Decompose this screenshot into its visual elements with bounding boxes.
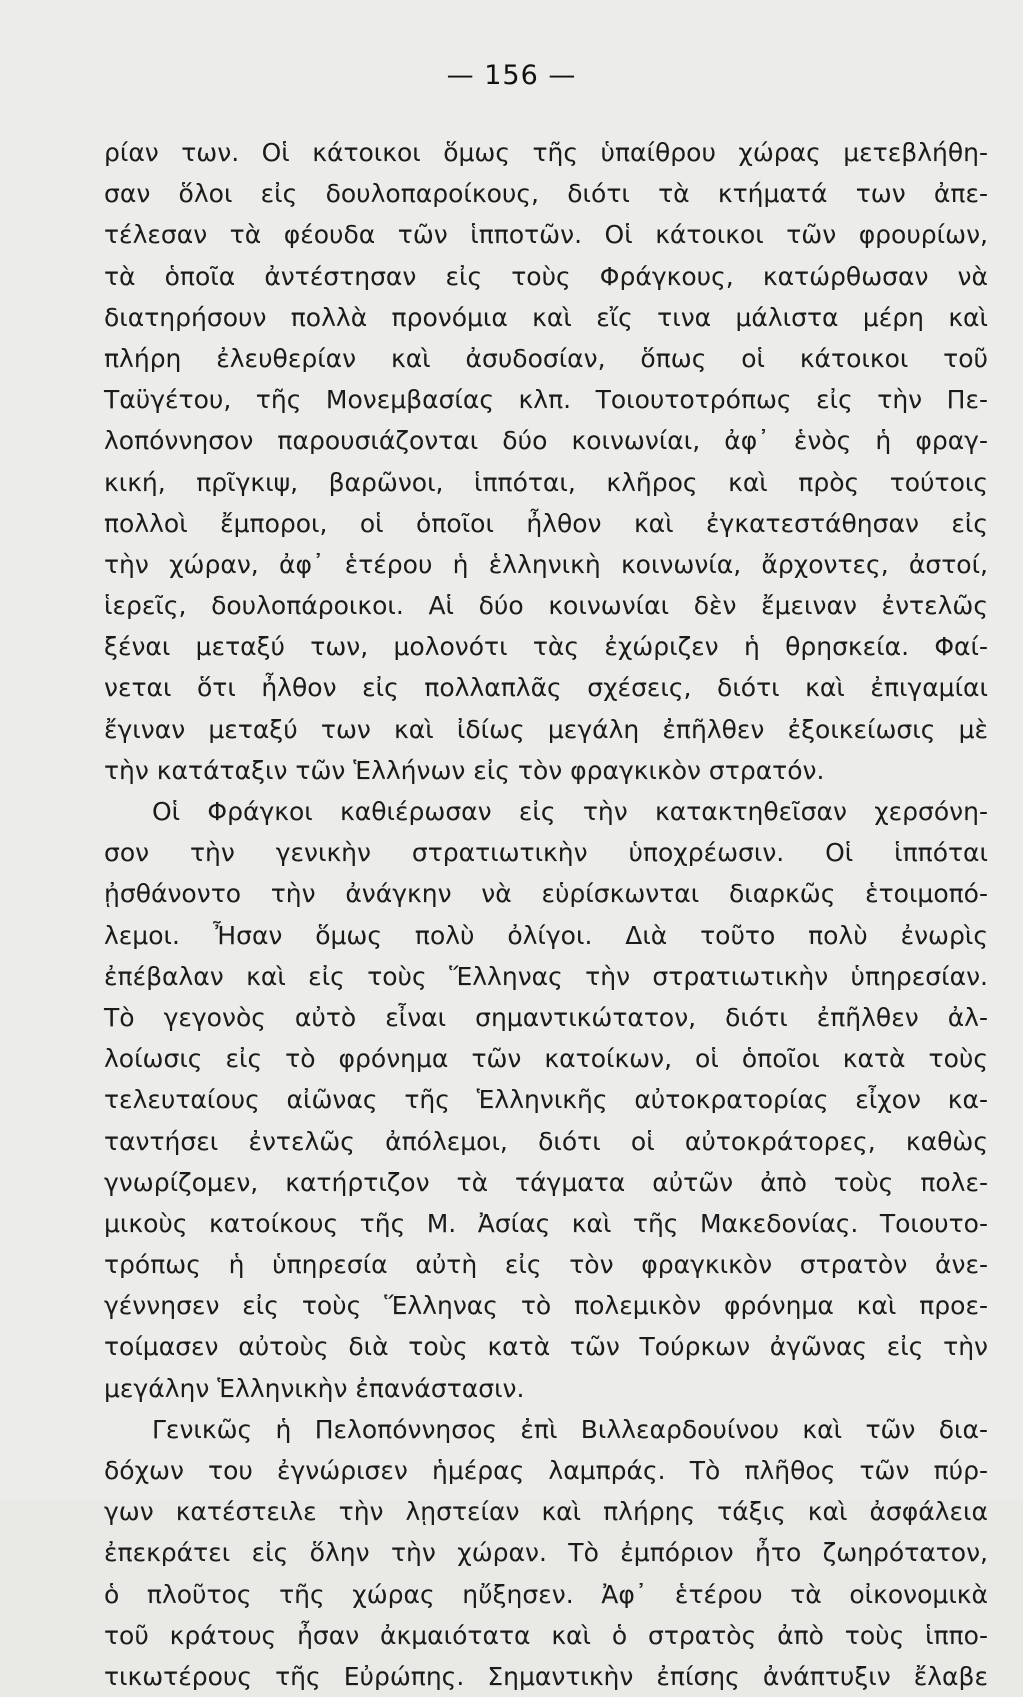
text-line: δόχων του ἐγνώρισεν ἡμέρας λαμπράς. Τὸ πλῆθος τῶν πύρ- [104,1456,988,1485]
text-line: ρίαν των. Οἱ κάτοικοι ὅμως τῆς ὑπαίθρου χώρας μετεβλήθη- [104,138,988,167]
text-line: ταντήσει ἐντελῶς ἀπόλεμοι, διότι οἱ αὐτοκράτορες, καθὼς [104,1126,988,1156]
text-line: σαν ὅλοι εἰς δουλοπαροίκους, διότι τὰ κτήματά των ἀπε- [104,179,988,209]
text-line: τοίμασεν αὐτοὺς διὰ τοὺς κατὰ τῶν Τούρκων ἀγῶνας εἰς τὴν [104,1332,988,1362]
text-line: ἐπέβαλαν καὶ εἰς τοὺς Ἕλληνας τὴν στρατιωτικὴν ὑπηρεσίαν. [104,961,988,991]
text-line: ἐπεκράτει εἰς ὅλην τὴν χώραν. Τὸ ἐμπόριον ἦτο ζωηρότατον, [104,1538,988,1568]
text-line: μικοὺς κατοίκους τῆς Μ. Ἀσίας καὶ τῆς Μακεδονίας. Τοιουτο- [104,1208,988,1238]
text-line: πολλοὶ ἔμποροι, οἱ ὁποῖοι ἦλθον καὶ ἐγκατεστάθησαν εἰς [104,508,988,538]
text-line: τρόπως ἡ ὑπηρεσία αὐτὴ εἰς τὸν φραγκικὸν στρατὸν ἀνε- [104,1250,988,1280]
page-number: — 156 — [446,60,577,91]
text-line: διατηρήσουν πολλὰ προνόμια καὶ εἴς τινα μάλιστα μέρη καὶ [104,302,988,332]
text-line: τοῦ κράτους ἦσαν ἀκμαιότατα καὶ ὁ στρατὸς ἀπὸ τοὺς ἱππο- [104,1620,988,1650]
text-line: λοπόννησον παρουσιάζονται δύο κοινωνίαι, ἀφ᾽ ἑνὸς ἡ φραγ- [104,426,988,456]
text-line: τὴν χώραν, ἀφ᾽ ἑτέρου ἡ ἑλληνικὴ κοινωνία, ἄρχοντες, ἀστοί, [104,549,988,579]
body-text [104,132,988,1697]
text-line: ἱερεῖς, δουλοπάροικοι. Αἱ δύο κοινωνίαι δὲν ἔμειναν ἐντελῶς [104,591,988,621]
text-line: τὴν κατάταξιν τῶν Ἑλλήνων εἰς τὸν φραγκικὸν στρατόν. [104,755,825,785]
text-line: γων κατέστειλε τὴν λῃστείαν καὶ πλήρης τάξις καὶ ἀσφάλεια [104,1497,988,1527]
text-line: τέλεσαν τὰ φέουδα τῶν ἱπποτῶν. Οἱ κάτοικοι τῶν φρουρίων, [104,220,988,250]
text-line: Γενικῶς ἡ Πελοπόννησος ἐπὶ Βιλλεαρδουίνου καὶ τῶν δια- [152,1414,988,1444]
text-line: τὰ ὁποῖα ἀντέστησαν εἰς τοὺς Φράγκους, κατώρθωσαν νὰ [104,261,988,291]
text-line: ἔγιναν μεταξύ των καὶ ἰδίως μεγάλη ἐπῆλθεν ἐξοικείωσις μὲ [104,714,988,744]
text-line: Ταϋγέτου, τῆς Μονεμβασίας κλπ. Τοιουτοτρόπως εἰς τὴν Πε- [104,385,988,415]
text-line: Τὸ γεγονὸς αὐτὸ εἶναι σημαντικώτατον, διότι ἐπῆλθεν ἀλ- [104,1002,988,1032]
text-line: νεται ὅτι ἦλθον εἰς πολλαπλᾶς σχέσεις, διότι καὶ ἐπιγαμίαι [104,673,988,703]
text-line: γνωρίζομεν, κατήρτιζον τὰ τάγματα αὐτῶν ἀπὸ τοὺς πολε- [104,1167,988,1197]
text-line: ξέναι μεταξύ των, μολονότι τὰς ἐχώριζεν ἡ θρησκεία. Φαί- [104,632,988,662]
text-line: ᾐσθάνοντο τὴν ἀνάγκην νὰ εὑρίσκωνται διαρκῶς ἑτοιμοπό- [104,879,988,909]
text-line: ὁ πλοῦτος τῆς χώρας ηὔξησεν. Ἀφ᾽ ἑτέρου τὰ οἰκονομικὰ [104,1579,988,1609]
text-line: τικωτέρους τῆς Εὐρώπης. Σημαντικὴν ἐπίσης ἀνάπτυξιν ἔλαβε [104,1661,988,1691]
text-line: λοίωσις εἰς τὸ φρόνημα τῶν κατοίκων, οἱ ὁποῖοι κατὰ τοὺς [104,1044,988,1074]
text-line: γέννησεν εἰς τοὺς Ἕλληνας τὸ πολεμικὸν φρόνημα καὶ προε- [104,1291,988,1321]
text-line: πλήρη ἐλευθερίαν καὶ ἀσυδοσίαν, ὅπως οἱ κάτοικοι τοῦ [104,343,988,373]
text-line: Οἱ Φράγκοι καθιέρωσαν εἰς τὴν κατακτηθεῖσαν χερσόνη- [152,797,988,826]
text-line: μεγάλην Ἑλληνικὴν ἐπανάστασιν. [104,1373,525,1403]
text-line: κική, πρῖγκιψ, βαρῶνοι, ἱππόται, κλῆρος καὶ πρὸς τούτοις [104,467,988,497]
text-line: τελευταίους αἰῶνας τῆς Ἑλληνικῆς αὐτοκρατορίας εἶχον κα- [104,1085,988,1115]
text-line: λεμοι. Ἦσαν ὅμως πολὺ ὀλίγοι. Διὰ τοῦτο πολὺ ἐνωρὶς [104,920,988,950]
text-line: σον τὴν γενικὴν στρατιωτικὴν ὑποχρέωσιν. Οἱ ἱππόται [104,838,988,868]
